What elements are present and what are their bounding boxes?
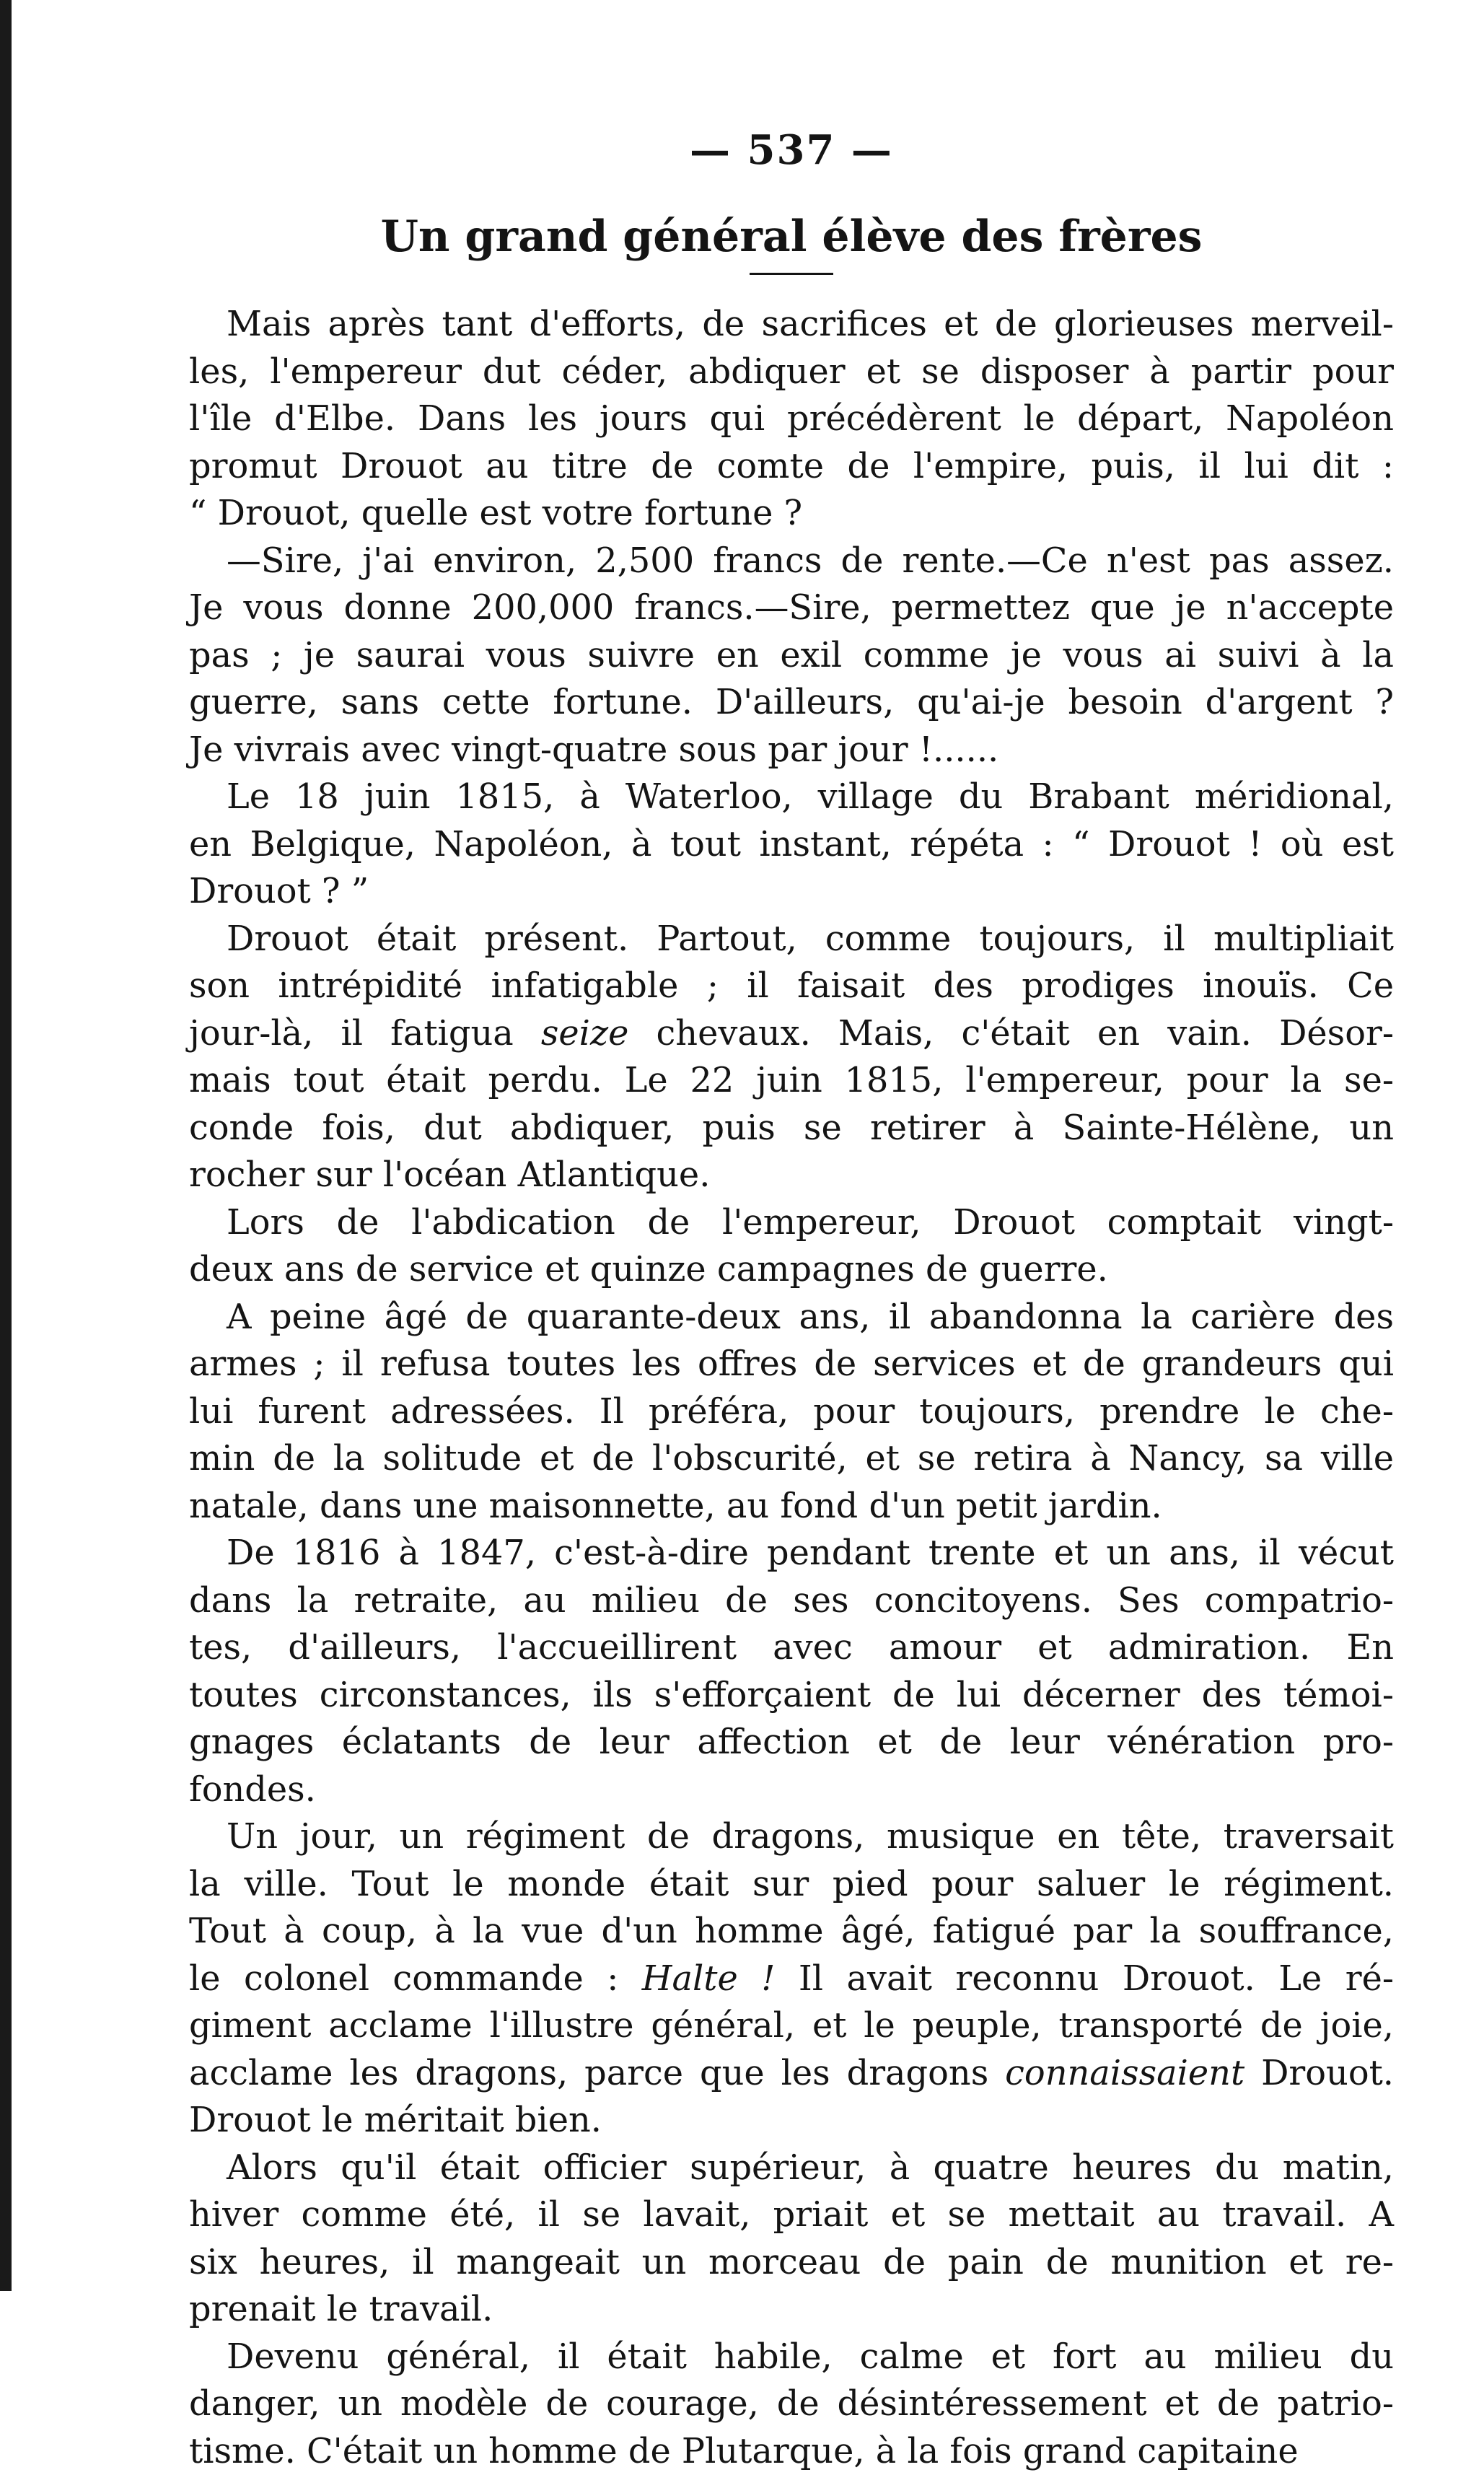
text-line: De 1816 à 1847, c'est-à-dire pendant trente et un ans, il vécut [189,1530,1394,1577]
text-line: giment acclame l'illustre général, et le peuple, transporté de joie, [189,2002,1394,2050]
text-line: mais tout était perdu. Le 22 juin 1815, l'empereur, pour la se- [189,1057,1394,1105]
text-line: son intrépidité infatigable ; il faisait des prodiges inouïs. Ce [189,963,1394,1010]
text-line: dans la retraite, au milieu de ses concitoyens. Ses compatrio- [189,1577,1394,1625]
text-line: fondes. [189,1766,1394,1814]
text-line: natale, dans une maisonnette, au fond d'un petit jardin. [189,1483,1394,1530]
text-line: Mais après tant d'efforts, de sacrifices et de glorieuses merveil- [189,301,1394,349]
text-line: en Belgique, Napoléon, à tout instant, répéta : “ Drouot ! où est [189,821,1394,869]
text-line: danger, un modèle de courage, de désintéressement et de patrio- [189,2380,1394,2428]
text-line: acclame les dragons, parce que les dragons connaissaient Drouot. [189,2050,1394,2098]
text-line: Drouot le méritait bien. [189,2097,1394,2145]
book-page [189,130,1394,2475]
article-title: Un grand général élève des frères [189,215,1394,258]
text-line: Devenu général, il était habile, calme et fort au milieu du [189,2334,1394,2381]
article-body [189,301,1394,2475]
text-line: tisme. C'était un homme de Plutarque, à la fois grand capitaine [189,2428,1394,2475]
scan-dark-edge [0,0,12,2291]
paragraph [189,1530,1394,1813]
text-line: hiver comme été, il se lavait, priait et se mettait au travail. A [189,2191,1394,2239]
text-line: pas ; je saurai vous suivre en exil comme je vous ai suivi à la [189,632,1394,680]
text-line: tes, d'ailleurs, l'accueillirent avec amour et admiration. En [189,1624,1394,1672]
text-line: jour-là, il fatigua seize chevaux. Mais, c'était en vain. Désor- [189,1010,1394,1058]
text-line: Un jour, un régiment de dragons, musique en tête, traversait [189,1813,1394,1861]
paragraph [189,538,1394,774]
text-line: gnages éclatants de leur affection et de leur vénération pro- [189,1719,1394,1766]
paragraph [189,1294,1394,1530]
text-line: Tout à coup, à la vue d'un homme âgé, fatigué par la souffrance, [189,1908,1394,1955]
text-line: guerre, sans cette fortune. D'ailleurs, qu'ai-je besoin d'argent ? [189,679,1394,727]
text-line: min de la solitude et de l'obscurité, et se retira à Nancy, sa ville [189,1435,1394,1483]
text-line: Drouot était présent. Partout, comme toujours, il multipliait [189,916,1394,963]
text-line: Le 18 juin 1815, à Waterloo, village du Brabant méridional, [189,774,1394,821]
text-line: “ Drouot, quelle est votre fortune ? [189,490,1394,538]
text-line: armes ; il refusa toutes les offres de services et de grandeurs qui [189,1341,1394,1388]
text-line: six heures, il mangeait un morceau de pain de munition et re- [189,2239,1394,2287]
text-line: promut Drouot au titre de comte de l'empire, puis, il lui dit : [189,443,1394,491]
text-line: toutes circonstances, ils s'efforçaient de lui décerner des témoi- [189,1672,1394,1720]
text-line: Lors de l'abdication de l'empereur, Drouot comptait vingt- [189,1199,1394,1247]
text-line: le colonel commande : Halte ! Il avait reconnu Drouot. Le ré- [189,1955,1394,2003]
paragraph [189,774,1394,916]
paragraph [189,2334,1394,2475]
text-line: la ville. Tout le monde était sur pied pour saluer le régiment. [189,1861,1394,1909]
text-line: Je vivrais avec vingt-quatre sous par jour !...... [189,727,1394,774]
paragraph [189,916,1394,1199]
text-line: conde fois, dut abdiquer, puis se retirer à Sainte-Hélène, un [189,1105,1394,1152]
paragraph [189,1199,1394,1294]
text-line: Drouot ? ” [189,868,1394,916]
title-divider [750,273,833,275]
text-line: Alors qu'il était officier supérieur, à quatre heures du matin, [189,2145,1394,2192]
text-line: A peine âgé de quarante-deux ans, il abandonna la carière des [189,1294,1394,1341]
text-line: l'île d'Elbe. Dans les jours qui précédèrent le départ, Napoléon [189,395,1394,443]
paragraph [189,1813,1394,2145]
paragraph [189,2145,1394,2334]
text-line: Je vous donne 200,000 francs.—Sire, permettez que je n'accepte [189,584,1394,632]
paragraph [189,301,1394,538]
text-line: —Sire, j'ai environ, 2,500 francs de rente.—Ce n'est pas assez. [189,538,1394,585]
text-line: rocher sur l'océan Atlantique. [189,1152,1394,1199]
page-number: — 537 — [189,130,1394,170]
text-line: les, l'empereur dut céder, abdiquer et se disposer à partir pour [189,349,1394,396]
text-line: lui furent adressées. Il préféra, pour toujours, prendre le che- [189,1388,1394,1436]
text-line: prenait le travail. [189,2286,1394,2334]
text-line: deux ans de service et quinze campagnes de guerre. [189,1246,1394,1294]
